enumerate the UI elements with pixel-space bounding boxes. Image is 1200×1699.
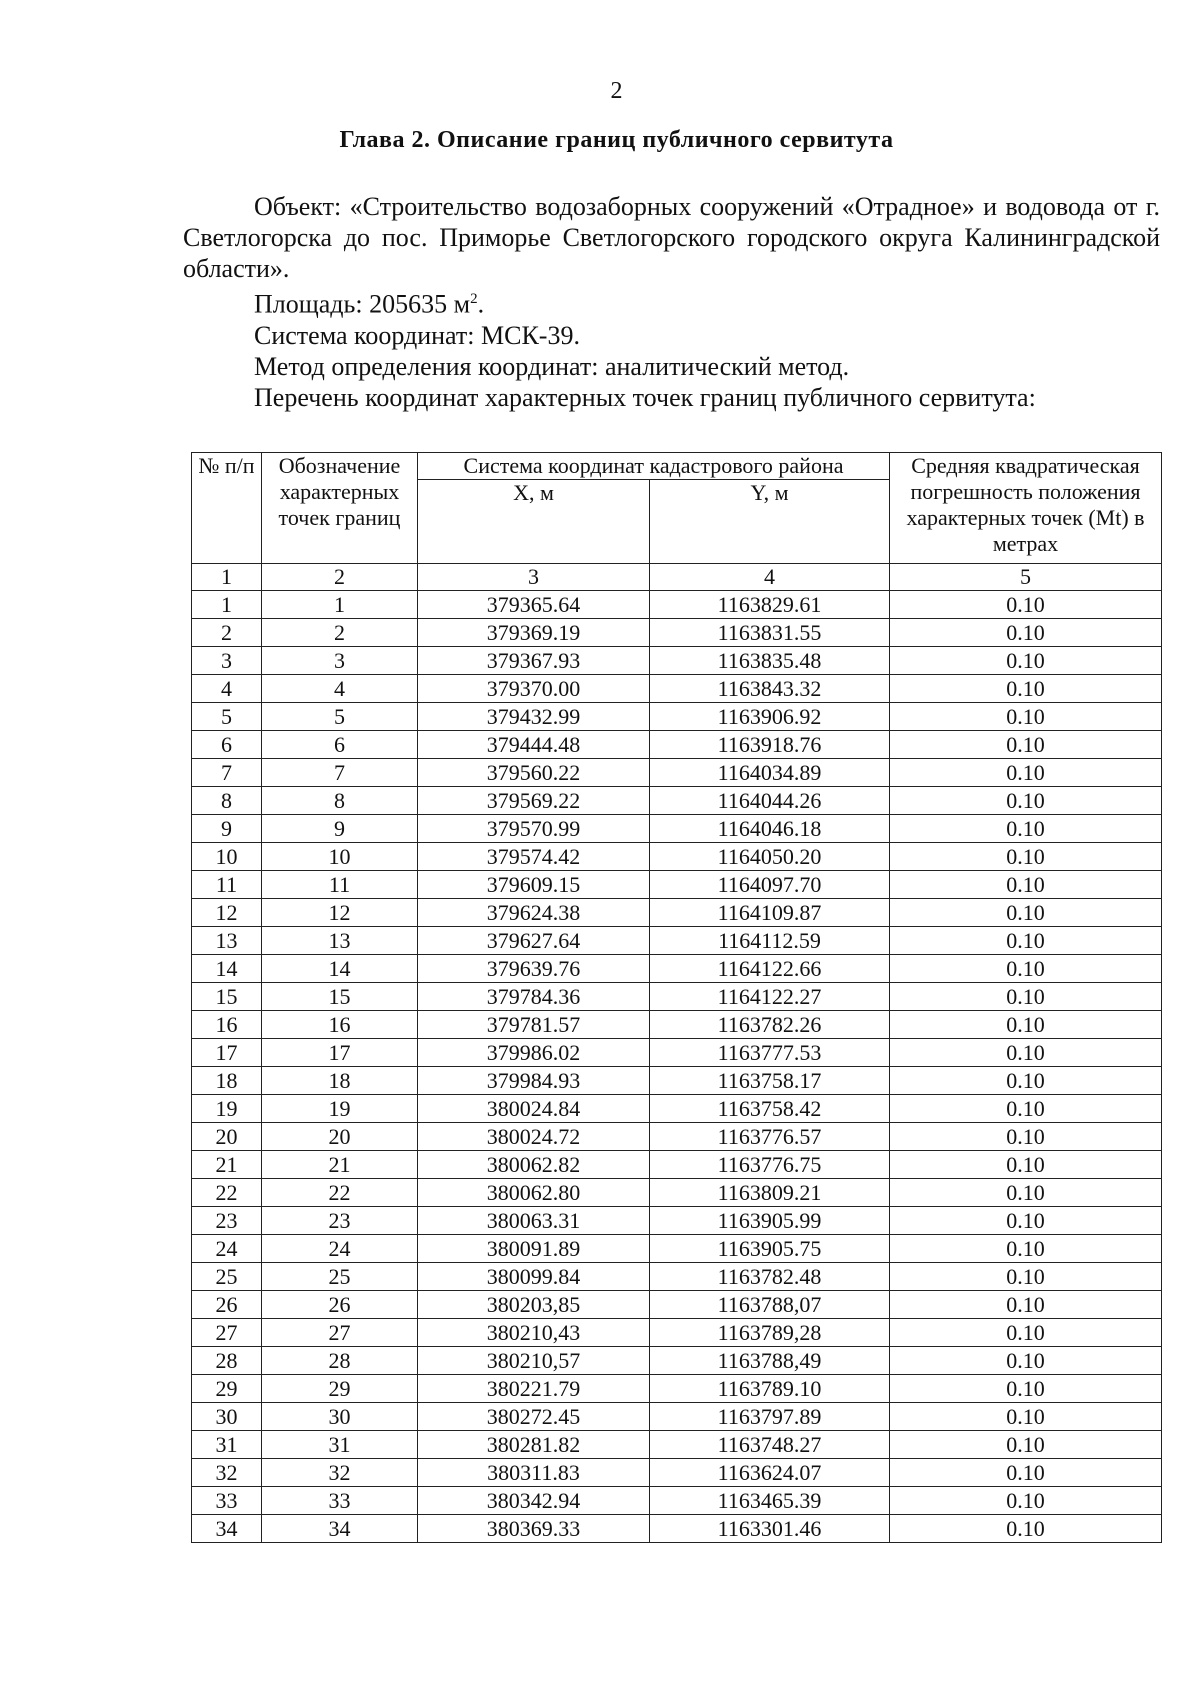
column-number: 3 bbox=[418, 564, 650, 591]
table-row bbox=[192, 983, 1162, 1011]
cell-num: 33 bbox=[192, 1487, 262, 1515]
cell-accuracy: 0.10 bbox=[890, 1319, 1162, 1347]
cell-designation: 22 bbox=[262, 1179, 418, 1207]
cell-x: 379560.22 bbox=[418, 759, 650, 787]
cell-accuracy: 0.10 bbox=[890, 899, 1162, 927]
table-row bbox=[192, 703, 1162, 731]
table-row bbox=[192, 1235, 1162, 1263]
cell-x: 379367.93 bbox=[418, 647, 650, 675]
intro-block bbox=[183, 191, 1160, 413]
cell-num: 12 bbox=[192, 899, 262, 927]
cell-x: 379574.42 bbox=[418, 843, 650, 871]
cell-x: 380210,43 bbox=[418, 1319, 650, 1347]
cell-y: 1164112.59 bbox=[650, 927, 890, 955]
cell-x: 380091.89 bbox=[418, 1235, 650, 1263]
list-caption: Перечень координат характерных точек границ публичного сервитута: bbox=[254, 382, 1036, 412]
table-row bbox=[192, 843, 1162, 871]
table-row bbox=[192, 731, 1162, 759]
cell-num: 15 bbox=[192, 983, 262, 1011]
cell-x: 379627.64 bbox=[418, 927, 650, 955]
cell-num: 7 bbox=[192, 759, 262, 787]
cell-accuracy: 0.10 bbox=[890, 703, 1162, 731]
cell-y: 1163624.07 bbox=[650, 1459, 890, 1487]
cell-y: 1163782.48 bbox=[650, 1263, 890, 1291]
cell-y: 1164044.26 bbox=[650, 787, 890, 815]
cell-x: 380369.33 bbox=[418, 1515, 650, 1543]
cell-accuracy: 0.10 bbox=[890, 1459, 1162, 1487]
column-number: 2 bbox=[262, 564, 418, 591]
cell-num: 34 bbox=[192, 1515, 262, 1543]
cell-x: 380342.94 bbox=[418, 1487, 650, 1515]
cell-num: 31 bbox=[192, 1431, 262, 1459]
cell-accuracy: 0.10 bbox=[890, 1207, 1162, 1235]
area-label: Площадь: 205635 м bbox=[254, 289, 471, 319]
cell-accuracy: 0.10 bbox=[890, 1431, 1162, 1459]
table-row bbox=[192, 1319, 1162, 1347]
table-row bbox=[192, 1347, 1162, 1375]
cell-num: 20 bbox=[192, 1123, 262, 1151]
cell-accuracy: 0.10 bbox=[890, 815, 1162, 843]
cell-accuracy: 0.10 bbox=[890, 927, 1162, 955]
header-accuracy: Средняя квадратическая погрешность положения характерных точек (Mt) в метрах bbox=[890, 453, 1162, 564]
cell-accuracy: 0.10 bbox=[890, 1263, 1162, 1291]
table-row bbox=[192, 1095, 1162, 1123]
cell-designation: 29 bbox=[262, 1375, 418, 1403]
cell-y: 1163797.89 bbox=[650, 1403, 890, 1431]
cell-designation: 23 bbox=[262, 1207, 418, 1235]
cell-y: 1164122.66 bbox=[650, 955, 890, 983]
cell-designation: 3 bbox=[262, 647, 418, 675]
cell-num: 6 bbox=[192, 731, 262, 759]
table-row bbox=[192, 759, 1162, 787]
cell-num: 4 bbox=[192, 675, 262, 703]
cell-num: 32 bbox=[192, 1459, 262, 1487]
cell-y: 1164050.20 bbox=[650, 843, 890, 871]
cell-x: 379781.57 bbox=[418, 1011, 650, 1039]
cell-accuracy: 0.10 bbox=[890, 1011, 1162, 1039]
table-row bbox=[192, 1067, 1162, 1095]
cell-designation: 14 bbox=[262, 955, 418, 983]
table-row bbox=[192, 1039, 1162, 1067]
cell-x: 379784.36 bbox=[418, 983, 650, 1011]
cell-designation: 27 bbox=[262, 1319, 418, 1347]
cell-accuracy: 0.10 bbox=[890, 1123, 1162, 1151]
cell-y: 1164122.27 bbox=[650, 983, 890, 1011]
cell-designation: 28 bbox=[262, 1347, 418, 1375]
cell-accuracy: 0.10 bbox=[890, 983, 1162, 1011]
cell-y: 1164046.18 bbox=[650, 815, 890, 843]
cell-accuracy: 0.10 bbox=[890, 591, 1162, 619]
table-row bbox=[192, 1403, 1162, 1431]
cell-num: 21 bbox=[192, 1151, 262, 1179]
cell-accuracy: 0.10 bbox=[890, 1347, 1162, 1375]
cell-x: 379365.64 bbox=[418, 591, 650, 619]
cell-accuracy: 0.10 bbox=[890, 1067, 1162, 1095]
cell-x: 380062.80 bbox=[418, 1179, 650, 1207]
cell-x: 380281.82 bbox=[418, 1431, 650, 1459]
cell-accuracy: 0.10 bbox=[890, 871, 1162, 899]
cell-y: 1163906.92 bbox=[650, 703, 890, 731]
header-y: Y, м bbox=[650, 480, 890, 564]
cell-num: 29 bbox=[192, 1375, 262, 1403]
cell-accuracy: 0.10 bbox=[890, 647, 1162, 675]
cell-num: 5 bbox=[192, 703, 262, 731]
cell-accuracy: 0.10 bbox=[890, 619, 1162, 647]
cell-num: 9 bbox=[192, 815, 262, 843]
cell-accuracy: 0.10 bbox=[890, 1151, 1162, 1179]
cell-accuracy: 0.10 bbox=[890, 1487, 1162, 1515]
cell-x: 380272.45 bbox=[418, 1403, 650, 1431]
cell-num: 30 bbox=[192, 1403, 262, 1431]
cell-x: 379609.15 bbox=[418, 871, 650, 899]
column-number: 4 bbox=[650, 564, 890, 591]
column-number-row bbox=[192, 564, 1162, 591]
cell-y: 1164034.89 bbox=[650, 759, 890, 787]
cell-x: 379432.99 bbox=[418, 703, 650, 731]
cell-designation: 10 bbox=[262, 843, 418, 871]
cell-num: 11 bbox=[192, 871, 262, 899]
table-row bbox=[192, 1487, 1162, 1515]
cell-designation: 13 bbox=[262, 927, 418, 955]
coord-system-line: Система координат: МСК-39. bbox=[254, 320, 580, 350]
cell-designation: 5 bbox=[262, 703, 418, 731]
cell-designation: 21 bbox=[262, 1151, 418, 1179]
cell-x: 379444.48 bbox=[418, 731, 650, 759]
table-row bbox=[192, 899, 1162, 927]
cell-designation: 16 bbox=[262, 1011, 418, 1039]
cell-accuracy: 0.10 bbox=[890, 1179, 1162, 1207]
cell-num: 19 bbox=[192, 1095, 262, 1123]
table-row bbox=[192, 1207, 1162, 1235]
cell-designation: 25 bbox=[262, 1263, 418, 1291]
table-row bbox=[192, 1179, 1162, 1207]
cell-accuracy: 0.10 bbox=[890, 955, 1162, 983]
cell-y: 1163777.53 bbox=[650, 1039, 890, 1067]
cell-num: 26 bbox=[192, 1291, 262, 1319]
cell-y: 1163776.75 bbox=[650, 1151, 890, 1179]
cell-x: 380062.82 bbox=[418, 1151, 650, 1179]
area-line bbox=[183, 284, 1160, 320]
area-suffix: . bbox=[477, 289, 485, 319]
cell-x: 380099.84 bbox=[418, 1263, 650, 1291]
cell-num: 1 bbox=[192, 591, 262, 619]
cell-designation: 11 bbox=[262, 871, 418, 899]
cell-num: 3 bbox=[192, 647, 262, 675]
cell-num: 8 bbox=[192, 787, 262, 815]
cell-num: 10 bbox=[192, 843, 262, 871]
column-number: 5 bbox=[890, 564, 1162, 591]
cell-designation: 2 bbox=[262, 619, 418, 647]
table-row bbox=[192, 871, 1162, 899]
table-row bbox=[192, 619, 1162, 647]
table-row bbox=[192, 1291, 1162, 1319]
cell-num: 2 bbox=[192, 619, 262, 647]
area-unit-superscript: 2 bbox=[470, 291, 478, 307]
table-row bbox=[192, 787, 1162, 815]
cell-x: 379639.76 bbox=[418, 955, 650, 983]
cell-y: 1163789,28 bbox=[650, 1319, 890, 1347]
table-row bbox=[192, 1375, 1162, 1403]
cell-designation: 20 bbox=[262, 1123, 418, 1151]
cell-y: 1163465.39 bbox=[650, 1487, 890, 1515]
header-coord-system: Система координат кадастрового района bbox=[418, 453, 890, 480]
cell-x: 379624.38 bbox=[418, 899, 650, 927]
cell-accuracy: 0.10 bbox=[890, 1039, 1162, 1067]
cell-x: 380024.72 bbox=[418, 1123, 650, 1151]
cell-designation: 4 bbox=[262, 675, 418, 703]
cell-accuracy: 0.10 bbox=[890, 787, 1162, 815]
cell-num: 18 bbox=[192, 1067, 262, 1095]
object-description: Объект: «Строительство водозаборных сооружений «Отрадное» и водовода от г. Светлогорска до пос. Приморье Светлогорского городского округа Калининградской области». bbox=[183, 192, 1160, 283]
table-row bbox=[192, 815, 1162, 843]
cell-y: 1163843.32 bbox=[650, 675, 890, 703]
cell-y: 1164109.87 bbox=[650, 899, 890, 927]
column-number: 1 bbox=[192, 564, 262, 591]
cell-num: 24 bbox=[192, 1235, 262, 1263]
cell-accuracy: 0.10 bbox=[890, 1291, 1162, 1319]
table-row bbox=[192, 675, 1162, 703]
method-line: Метод определения координат: аналитический метод. bbox=[254, 351, 850, 381]
table-row bbox=[192, 1011, 1162, 1039]
cell-y: 1163776.57 bbox=[650, 1123, 890, 1151]
cell-y: 1163809.21 bbox=[650, 1179, 890, 1207]
cell-designation: 9 bbox=[262, 815, 418, 843]
cell-x: 379570.99 bbox=[418, 815, 650, 843]
page-number: 2 bbox=[610, 78, 623, 104]
table-row bbox=[192, 927, 1162, 955]
cell-designation: 32 bbox=[262, 1459, 418, 1487]
table-row bbox=[192, 647, 1162, 675]
table-row bbox=[192, 1123, 1162, 1151]
cell-x: 380210,57 bbox=[418, 1347, 650, 1375]
cell-accuracy: 0.10 bbox=[890, 843, 1162, 871]
cell-designation: 1 bbox=[262, 591, 418, 619]
cell-designation: 31 bbox=[262, 1431, 418, 1459]
cell-designation: 8 bbox=[262, 787, 418, 815]
cell-num: 23 bbox=[192, 1207, 262, 1235]
cell-x: 380063.31 bbox=[418, 1207, 650, 1235]
cell-designation: 15 bbox=[262, 983, 418, 1011]
cell-y: 1163758.17 bbox=[650, 1067, 890, 1095]
cell-designation: 12 bbox=[262, 899, 418, 927]
cell-designation: 34 bbox=[262, 1515, 418, 1543]
header-num: № п/п bbox=[192, 453, 262, 564]
cell-designation: 33 bbox=[262, 1487, 418, 1515]
cell-y: 1163905.75 bbox=[650, 1235, 890, 1263]
cell-x: 379370.00 bbox=[418, 675, 650, 703]
cell-x: 379984.93 bbox=[418, 1067, 650, 1095]
cell-y: 1164097.70 bbox=[650, 871, 890, 899]
cell-y: 1163831.55 bbox=[650, 619, 890, 647]
cell-accuracy: 0.10 bbox=[890, 675, 1162, 703]
cell-y: 1163748.27 bbox=[650, 1431, 890, 1459]
cell-num: 13 bbox=[192, 927, 262, 955]
coordinates-table bbox=[191, 452, 1162, 1543]
cell-accuracy: 0.10 bbox=[890, 1095, 1162, 1123]
cell-x: 380024.84 bbox=[418, 1095, 650, 1123]
table-row bbox=[192, 955, 1162, 983]
table-row bbox=[192, 1151, 1162, 1179]
cell-x: 380203,85 bbox=[418, 1291, 650, 1319]
table-row bbox=[192, 1515, 1162, 1543]
cell-designation: 24 bbox=[262, 1235, 418, 1263]
cell-num: 14 bbox=[192, 955, 262, 983]
cell-accuracy: 0.10 bbox=[890, 1515, 1162, 1543]
cell-y: 1163301.46 bbox=[650, 1515, 890, 1543]
cell-accuracy: 0.10 bbox=[890, 1235, 1162, 1263]
cell-num: 25 bbox=[192, 1263, 262, 1291]
cell-y: 1163788,49 bbox=[650, 1347, 890, 1375]
cell-designation: 17 bbox=[262, 1039, 418, 1067]
cell-num: 17 bbox=[192, 1039, 262, 1067]
cell-y: 1163829.61 bbox=[650, 591, 890, 619]
cell-y: 1163918.76 bbox=[650, 731, 890, 759]
header-designation: Обозначение характерных точек границ bbox=[262, 453, 418, 564]
cell-num: 28 bbox=[192, 1347, 262, 1375]
cell-designation: 6 bbox=[262, 731, 418, 759]
header-x: X, м bbox=[418, 480, 650, 564]
table-row bbox=[192, 1263, 1162, 1291]
cell-num: 27 bbox=[192, 1319, 262, 1347]
cell-y: 1163782.26 bbox=[650, 1011, 890, 1039]
cell-y: 1163788,07 bbox=[650, 1291, 890, 1319]
cell-y: 1163758.42 bbox=[650, 1095, 890, 1123]
table-header bbox=[192, 453, 1162, 591]
cell-accuracy: 0.10 bbox=[890, 1403, 1162, 1431]
cell-x: 380221.79 bbox=[418, 1375, 650, 1403]
cell-designation: 26 bbox=[262, 1291, 418, 1319]
cell-y: 1163789.10 bbox=[650, 1375, 890, 1403]
cell-x: 379986.02 bbox=[418, 1039, 650, 1067]
cell-designation: 30 bbox=[262, 1403, 418, 1431]
cell-y: 1163905.99 bbox=[650, 1207, 890, 1235]
cell-x: 379369.19 bbox=[418, 619, 650, 647]
table-row bbox=[192, 1431, 1162, 1459]
cell-x: 379569.22 bbox=[418, 787, 650, 815]
chapter-title: Глава 2. Описание границ публичного сервитута bbox=[339, 127, 894, 153]
cell-num: 16 bbox=[192, 1011, 262, 1039]
cell-accuracy: 0.10 bbox=[890, 759, 1162, 787]
cell-designation: 7 bbox=[262, 759, 418, 787]
table-row bbox=[192, 591, 1162, 619]
table-row bbox=[192, 1459, 1162, 1487]
cell-num: 22 bbox=[192, 1179, 262, 1207]
cell-designation: 19 bbox=[262, 1095, 418, 1123]
cell-accuracy: 0.10 bbox=[890, 731, 1162, 759]
cell-accuracy: 0.10 bbox=[890, 1375, 1162, 1403]
table-body bbox=[192, 591, 1162, 1543]
cell-y: 1163835.48 bbox=[650, 647, 890, 675]
cell-x: 380311.83 bbox=[418, 1459, 650, 1487]
cell-designation: 18 bbox=[262, 1067, 418, 1095]
